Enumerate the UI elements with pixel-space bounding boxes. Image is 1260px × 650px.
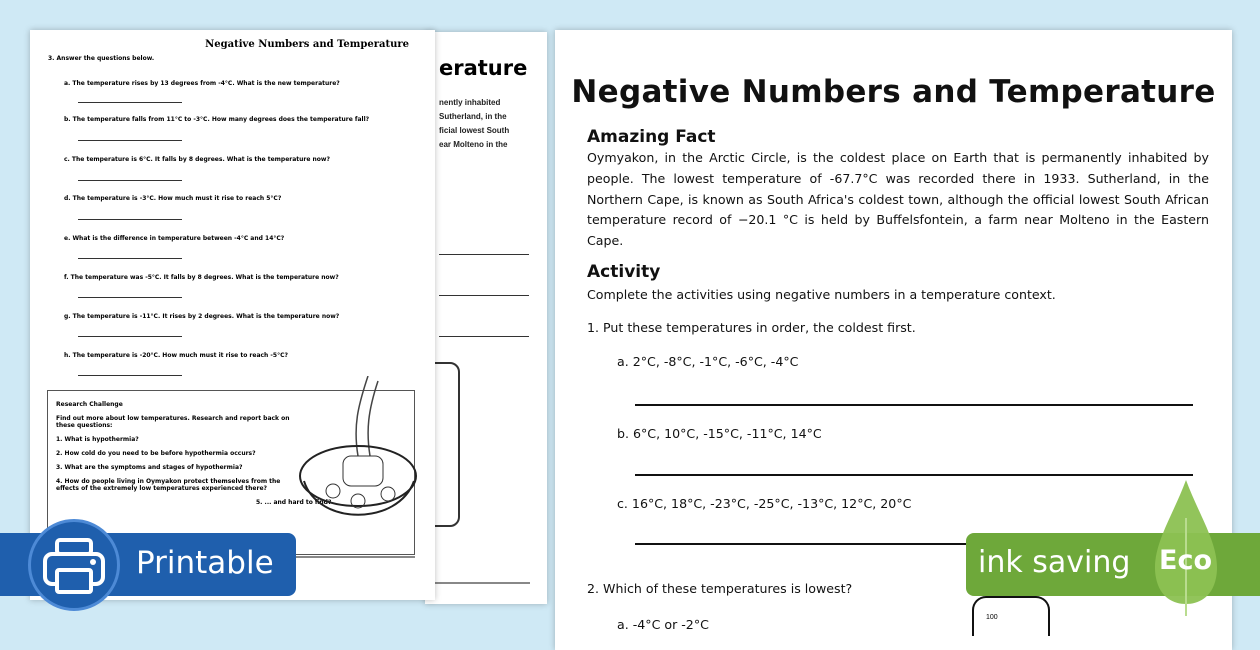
answer-line <box>439 295 529 296</box>
answer-line <box>635 404 1193 406</box>
question-1: 1. Put these temperatures in order, the coldest first. <box>587 320 916 335</box>
question: b. The temperature falls from 11°C to -3°C. How many degrees does the temperature fall? <box>64 116 370 123</box>
question: a. The temperature rises by 13 degrees from -4°C. What is the new temperature? <box>64 80 340 87</box>
question: d. The temperature is -3°C. How much must it rise to reach 5°C? <box>64 195 282 202</box>
answer-line <box>635 474 1193 476</box>
question: e. What is the difference in temperature between -4°C and 14°C? <box>64 235 285 242</box>
footer-line <box>435 582 530 584</box>
answer-line <box>78 375 182 376</box>
question-1b: b. 6°C, 10°C, -15°C, -11°C, 14°C <box>617 426 822 441</box>
research-item: 3. What are the symptoms and stages of hypothermia? <box>56 464 243 471</box>
answer-line <box>439 336 529 337</box>
question-1c: c. 16°C, 18°C, -23°C, -25°C, -13°C, 12°C, 20°C <box>617 496 912 511</box>
research-item: 2. How cold do you need to be before hypothermia occurs? <box>56 450 256 457</box>
question: f. The temperature was -5°C. It falls by 8 degrees. What is the temperature now? <box>64 274 339 281</box>
thermometer-illustration <box>972 596 1050 636</box>
research-item: 1. What is hypothermia? <box>56 436 139 443</box>
back-title-fragment: erature <box>439 56 528 80</box>
ink-saving-label: ink saving <box>978 545 1131 580</box>
research-item: 5. ... and hard to find? <box>256 499 332 506</box>
answer-line <box>439 254 529 255</box>
back-text-line: Sutherland, in the <box>439 112 507 121</box>
question-2: 2. Which of these temperatures is lowest? <box>587 581 853 596</box>
worksheet-title: Negative Numbers and Temperature <box>205 39 409 50</box>
back-text-line: ficial lowest South <box>439 126 510 135</box>
research-intro: Find out more about low temperatures. Research and report back on these questions: <box>56 415 290 429</box>
question: h. The temperature is -20°C. How much must it rise to reach -5°C? <box>64 352 288 359</box>
answer-line <box>78 180 182 181</box>
soup-bowl-illustration <box>298 376 418 536</box>
question-2a: a. -4°C or -2°C <box>617 617 709 632</box>
research-item: 4. How do people living in Oymyakon protect themselves from the effects of the extremely low temperatures experienced there? <box>56 478 281 492</box>
back-text-line: ear Molteno in the <box>439 140 508 149</box>
amazing-fact-text: Oymyakon, in the Arctic Circle, is the coldest place on Earth that is permanently inhabited by people. The lowest temperature of -67.7°C was recorded there in 1933. Sutherland, in the Northern Cape, is known as South Africa's coldest town, although the official lowest South African temperature record of −20.1 °C is held by Buffelsfontein, a farm near Molteno in the Eastern Cape. <box>587 150 1209 249</box>
answer-line <box>78 102 182 103</box>
thermometer-label: 100 <box>986 614 998 621</box>
answer-line <box>78 219 182 220</box>
answer-line <box>78 140 182 141</box>
printable-badge <box>0 533 296 596</box>
eco-label: Eco <box>1159 545 1212 576</box>
answer-line <box>78 336 182 337</box>
printable-label: Printable <box>136 545 274 581</box>
printer-icon <box>28 519 120 611</box>
activity-heading: Activity <box>587 262 661 282</box>
question: c. The temperature is 6°C. It falls by 8 degrees. What is the temperature now? <box>64 156 330 163</box>
research-heading: Research Challenge <box>56 401 123 408</box>
question-1a: a. 2°C, -8°C, -1°C, -6°C, -4°C <box>617 354 799 369</box>
question: g. The temperature is -11°C. It rises by 2 degrees. What is the temperature now? <box>64 313 340 320</box>
back-text-line: nently inhabited <box>439 98 501 107</box>
amazing-fact-heading: Amazing Fact <box>587 127 716 147</box>
front-worksheet <box>30 30 435 600</box>
back-worksheet <box>425 32 547 604</box>
worksheet-intro: 3. Answer the questions below. <box>48 55 155 62</box>
main-title: Negative Numbers and Temperature <box>571 74 1216 110</box>
answer-line <box>78 258 182 259</box>
answer-line <box>78 297 182 298</box>
activity-intro: Complete the activities using negative numbers in a temperature context. <box>587 287 1056 302</box>
